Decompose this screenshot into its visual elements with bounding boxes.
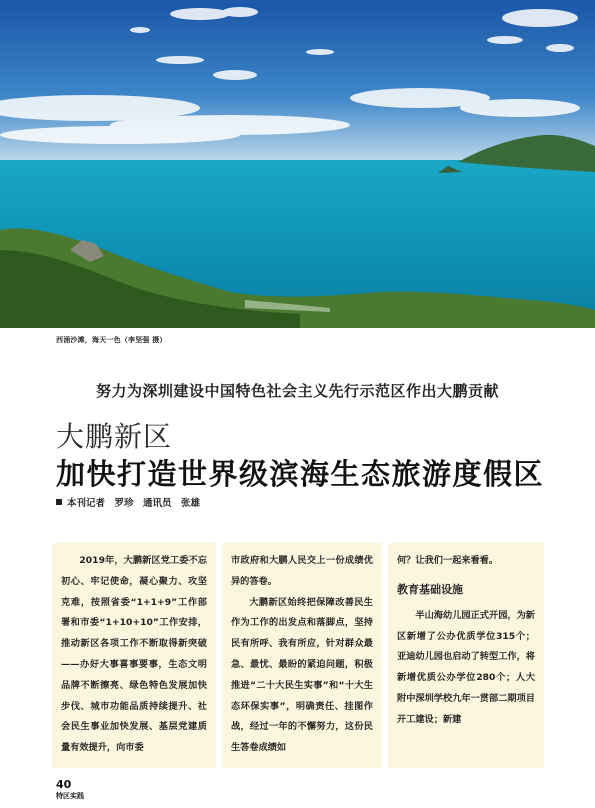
column-3 (388, 543, 544, 768)
column-2 (222, 543, 382, 768)
paragraph: 半山海幼儿园正式开园，为新区新增了公办优质学位315个；亚迪幼儿园也启动了转型工作，将新增优质公办学位280个；人大附中深圳学校九年一贯部二期项目开工建设；新建 (397, 609, 535, 725)
paragraph: 何？让我们一起来看看。 (397, 555, 499, 566)
article-headline: 加快打造世界级滨海生态旅游度假区 (56, 457, 545, 491)
paragraph: 市政府和大鹏人民交上一份成绩优异的答卷。 (231, 555, 373, 587)
bullet-square-icon (56, 499, 62, 505)
column-1 (52, 543, 216, 768)
article-kicker: 努力为深圳建设中国特色社会主义先行示范区作出大鹏贡献 (95, 382, 499, 400)
magazine-name: 特区实践 (56, 792, 84, 800)
district-title: 大鹏新区 (56, 420, 173, 453)
section-heading: 教育基础设施 (397, 582, 463, 596)
byline-text: 本刊记者 罗珍 通讯员 张雄 (67, 498, 201, 509)
photo-caption: 西涌沙滩，海天一色（李坚强 摄） (56, 336, 167, 344)
coastline-illustration (0, 0, 595, 328)
byline (56, 495, 200, 509)
landscape-photo (0, 0, 595, 328)
paragraph: 大鹏新区始终把保障改善民生作为工作的出发点和落脚点，坚持民有所呼、我有所应，针对群众最急、最忧、最盼的紧迫问题，积极推进“二十大民生实事”和“十大生态环保实事”，明确责任、挂图作战，经过一年的不懈努力，这份民生答卷成绩如 (231, 596, 373, 754)
page-number: 40 (56, 778, 72, 791)
paragraph: 2019年，大鹏新区党工委不忘初心、牢记使命，凝心聚力、攻坚克难，按照省委“1+1+9”工作部署和市委“1+10+10”工作安排，推动新区各项工作不断取得新突破——办好大事喜事要事，生态文明品牌不断擦亮、绿色特色发展加快步伐、城市功能品质持续提升、社会民生事业加快发展、基层党建质量有效提升，向市委 (61, 555, 207, 754)
